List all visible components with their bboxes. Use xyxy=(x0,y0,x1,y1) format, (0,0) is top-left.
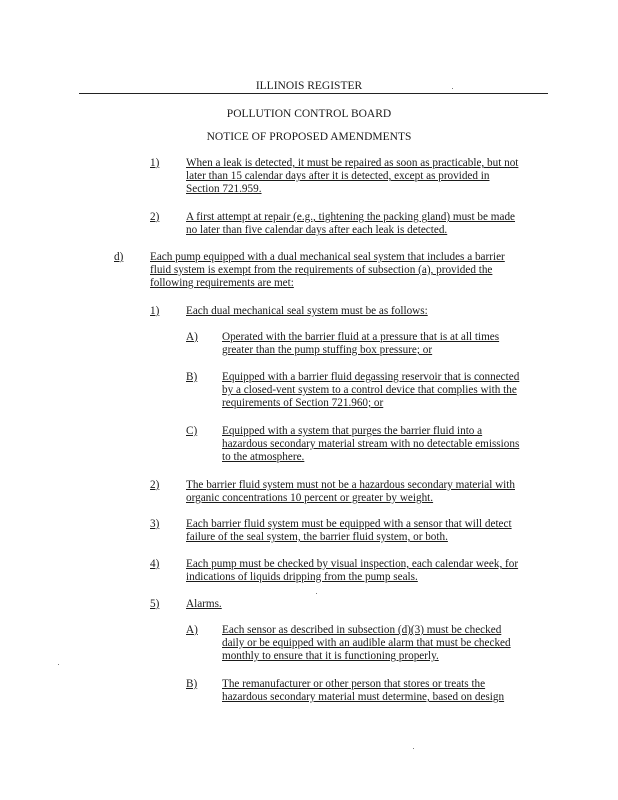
item-label: 2) xyxy=(150,211,160,223)
item-text: Each barrier fluid system must be equipped with a sensor that will detect failure of the seal system, the barrier fluid system, or both. xyxy=(186,518,512,543)
item-text: Alarms. xyxy=(186,598,222,610)
item-label: B) xyxy=(186,371,198,383)
notice-title: NOTICE OF PROPOSED AMENDMENTS xyxy=(206,131,412,143)
item-text: The remanufacturer or other person that stores or treats the hazardous secondary material must determine, based on design xyxy=(222,678,505,703)
scan-speck xyxy=(316,593,317,594)
item-text: The barrier fluid system must not be a hazardous secondary material with organic concentrations 10 percent or greater by weight. xyxy=(186,479,515,504)
item-label: 3) xyxy=(150,518,160,530)
register-header: ILLINOIS REGISTER xyxy=(255,80,363,92)
item-text: Each pump must be checked by visual inspection, each calendar week, for indications of liquids dripping from the pump seals. xyxy=(186,558,519,583)
scan-speck xyxy=(452,88,453,89)
item-text: Each pump equipped with a dual mechanical seal system that includes a barrier fluid system is exempt from the requirements of subsection (a), provided the following requirements are met: xyxy=(150,251,505,289)
item-label: 4) xyxy=(150,558,160,570)
item-text: Equipped with a system that purges the barrier fluid into a hazardous secondary material stream with no detectable emissions to the atmosphere. xyxy=(222,425,520,463)
board-name: POLLUTION CONTROL BOARD xyxy=(226,108,392,120)
item-label: A) xyxy=(186,624,198,636)
item-text: Each dual mechanical seal system must be as follows: xyxy=(186,305,428,317)
item-text: Each sensor as described in subsection (d)(3) must be checked daily or be equipped with an audible alarm that must be checked monthly to ensure that it is functioning properly. xyxy=(222,624,511,662)
item-label: 5) xyxy=(150,598,160,610)
item-label: 1) xyxy=(150,157,160,169)
item-label: 2) xyxy=(150,479,160,491)
item-label: d) xyxy=(114,251,124,263)
scan-speck xyxy=(413,748,414,749)
item-label: 1) xyxy=(150,305,160,317)
header-rule xyxy=(79,93,548,94)
item-label: C) xyxy=(186,425,198,437)
scan-speck xyxy=(58,664,59,665)
item-text: Equipped with a barrier fluid degassing reservoir that is connected by a closed-vent system to a control device that complies with the requirements of Section 721.960; or xyxy=(222,371,520,409)
item-label: A) xyxy=(186,331,198,343)
item-text: Operated with the barrier fluid at a pressure that is at all times greater than the pump stuffing box pressure; or xyxy=(222,331,500,356)
item-label: B) xyxy=(186,678,198,690)
item-text: A first attempt at repair (e.g., tightening the packing gland) must be made no later than five calendar days after each leak is detected. xyxy=(186,211,516,236)
item-text: When a leak is detected, it must be repaired as soon as practicable, but not later than 15 calendar days after it is detected, except as provided in Section 721.959. xyxy=(186,157,519,195)
